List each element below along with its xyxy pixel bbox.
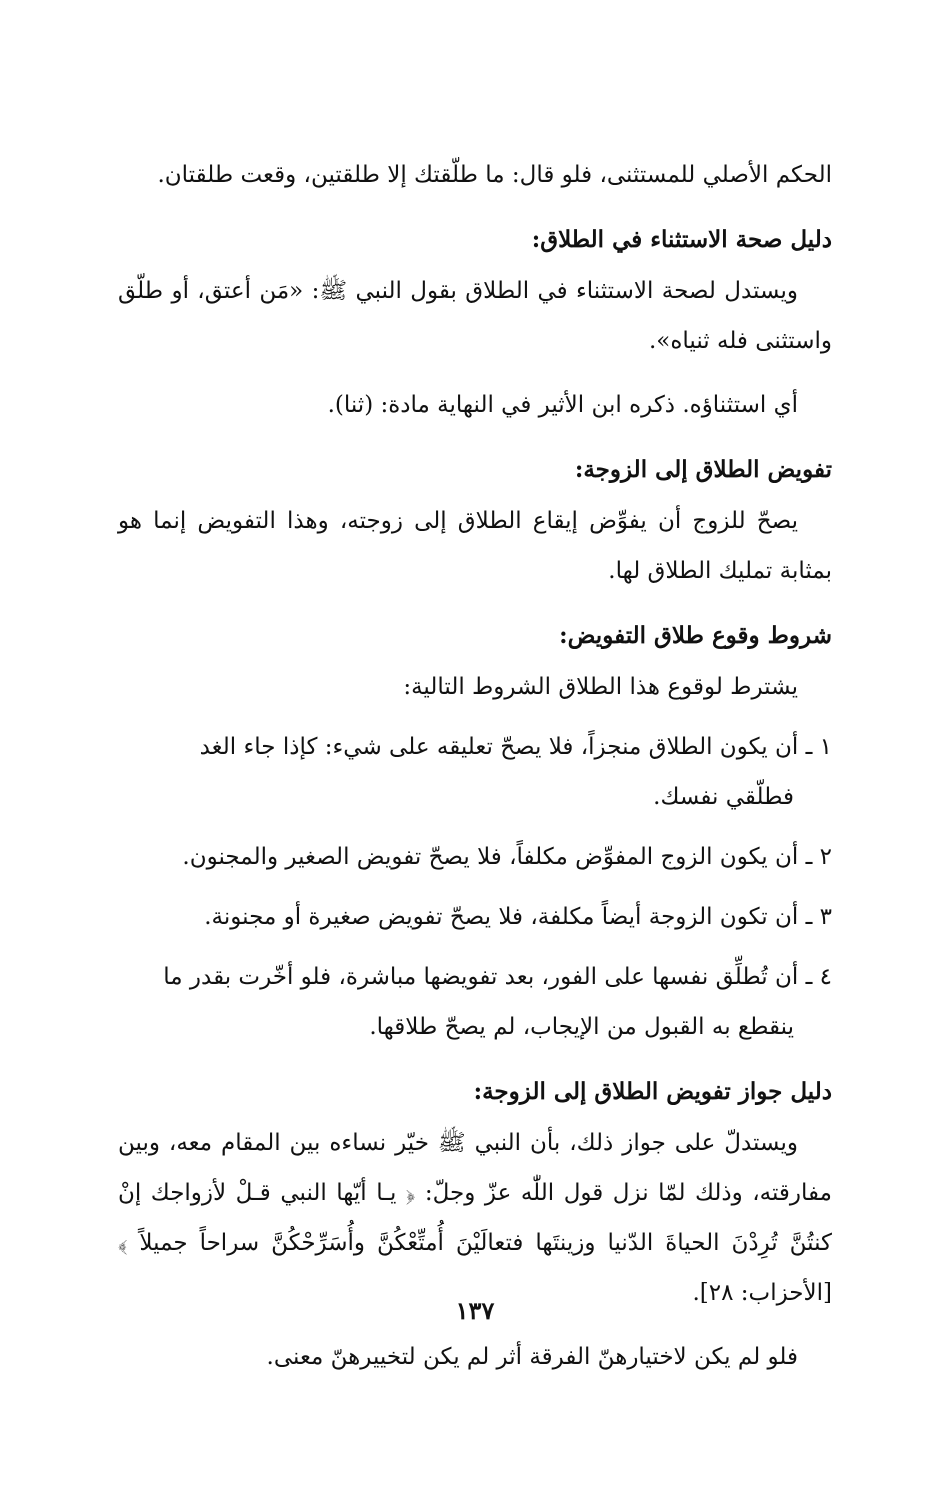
- heading-istithna-evidence: دليل صحة الاستثناء في الطلاق:: [531, 226, 832, 253]
- page-number: ١٣٧: [455, 1296, 495, 1325]
- conditions-list: [118, 722, 832, 1052]
- heading-tafweed: تفويض الطلاق إلى الزوجة:: [574, 456, 832, 483]
- paragraph-quran-evidence: ويستدلّ على جواز ذلك، بأن النبي ﷺ خيّر نساءه بين المقام معه، وبين مفارقته، وذلك لمّا نزل قول اللّٰه عزّ وجلّ: ﴿ يـا أيّها النبي قـلْ لأزواجك إنْ كنتُنَّ تُرِدْنَ الحياةَ الدّنيا وزينتَها فتعالَيْنَ أُمتِّعْكُنَّ وأُسَرِّحْكُنَّ سراحاً جميلاً ﴾ [الأحزاب: ٢٨].: [118, 1130, 832, 1306]
- paragraph-istithna: ويستدل لصحة الاستثناء في الطلاق بقول النبي ﷺ: «مَن أعتق، أو طلّق واستثنى فله ثنياه».: [118, 278, 832, 354]
- footnote-thunya: أي استثناؤه. ذكره ابن الأثير في النهاية مادة: (ثنا).: [327, 392, 798, 418]
- page-body: [118, 150, 832, 1382]
- heading-tafweed-evidence: دليل جواز تفويض الطلاق إلى الزوجة:: [473, 1078, 832, 1105]
- condition-1-continuation: فطلّقي نفسك.: [653, 784, 794, 810]
- condition-3-line: ٣ ـ أن تكون الزوجة أيضاً مكلفة، فلا يصحّ تفويض صغيرة أو مجنونة.: [204, 904, 832, 930]
- condition-2-line: ٢ ـ أن يكون الزوج المفوِّض مكلفاً، فلا يصحّ تفويض الصغير والمجنون.: [182, 844, 832, 870]
- paragraph-tafweed: يصحّ للزوج أن يفوِّض إيقاع الطلاق إلى زوجته، وهذا التفويض إنما هو بمثابة تمليك الطلاق لها.: [118, 508, 832, 584]
- paragraph-conclusion: فلو لم يكن لاختيارهنّ الفرقة أثر لم يكن لتخييرهنّ معنى.: [266, 1344, 798, 1370]
- condition-4-first-line: ٤ ـ أن تُطلِّق نفسها على الفور، بعد تفويضها مباشرة، فلو أخّرت بقدر ما: [163, 964, 832, 990]
- heading-conditions: شروط وقوع طلاق التفويض:: [559, 622, 832, 649]
- condition-item-1: [118, 722, 832, 822]
- condition-4-continuation: ينقطع به القبول من الإيجاب، لم يصحّ طلاقها.: [369, 1014, 794, 1040]
- condition-1-first-line: ١ ـ أن يكون الطلاق منجزاً، فلا يصحّ تعليقه على شيء: كإذا جاء الغد: [199, 734, 832, 760]
- continuation-line: الحكم الأصلي للمستثنى، فلو قال: ما طلّقتك إلا طلقتين، وقعت طلقتان.: [157, 162, 832, 188]
- condition-item-2: [118, 832, 832, 882]
- condition-item-4: [118, 952, 832, 1052]
- condition-item-3: [118, 892, 832, 942]
- paragraph-conditions-intro: يشترط لوقوع هذا الطلاق الشروط التالية:: [403, 674, 798, 700]
